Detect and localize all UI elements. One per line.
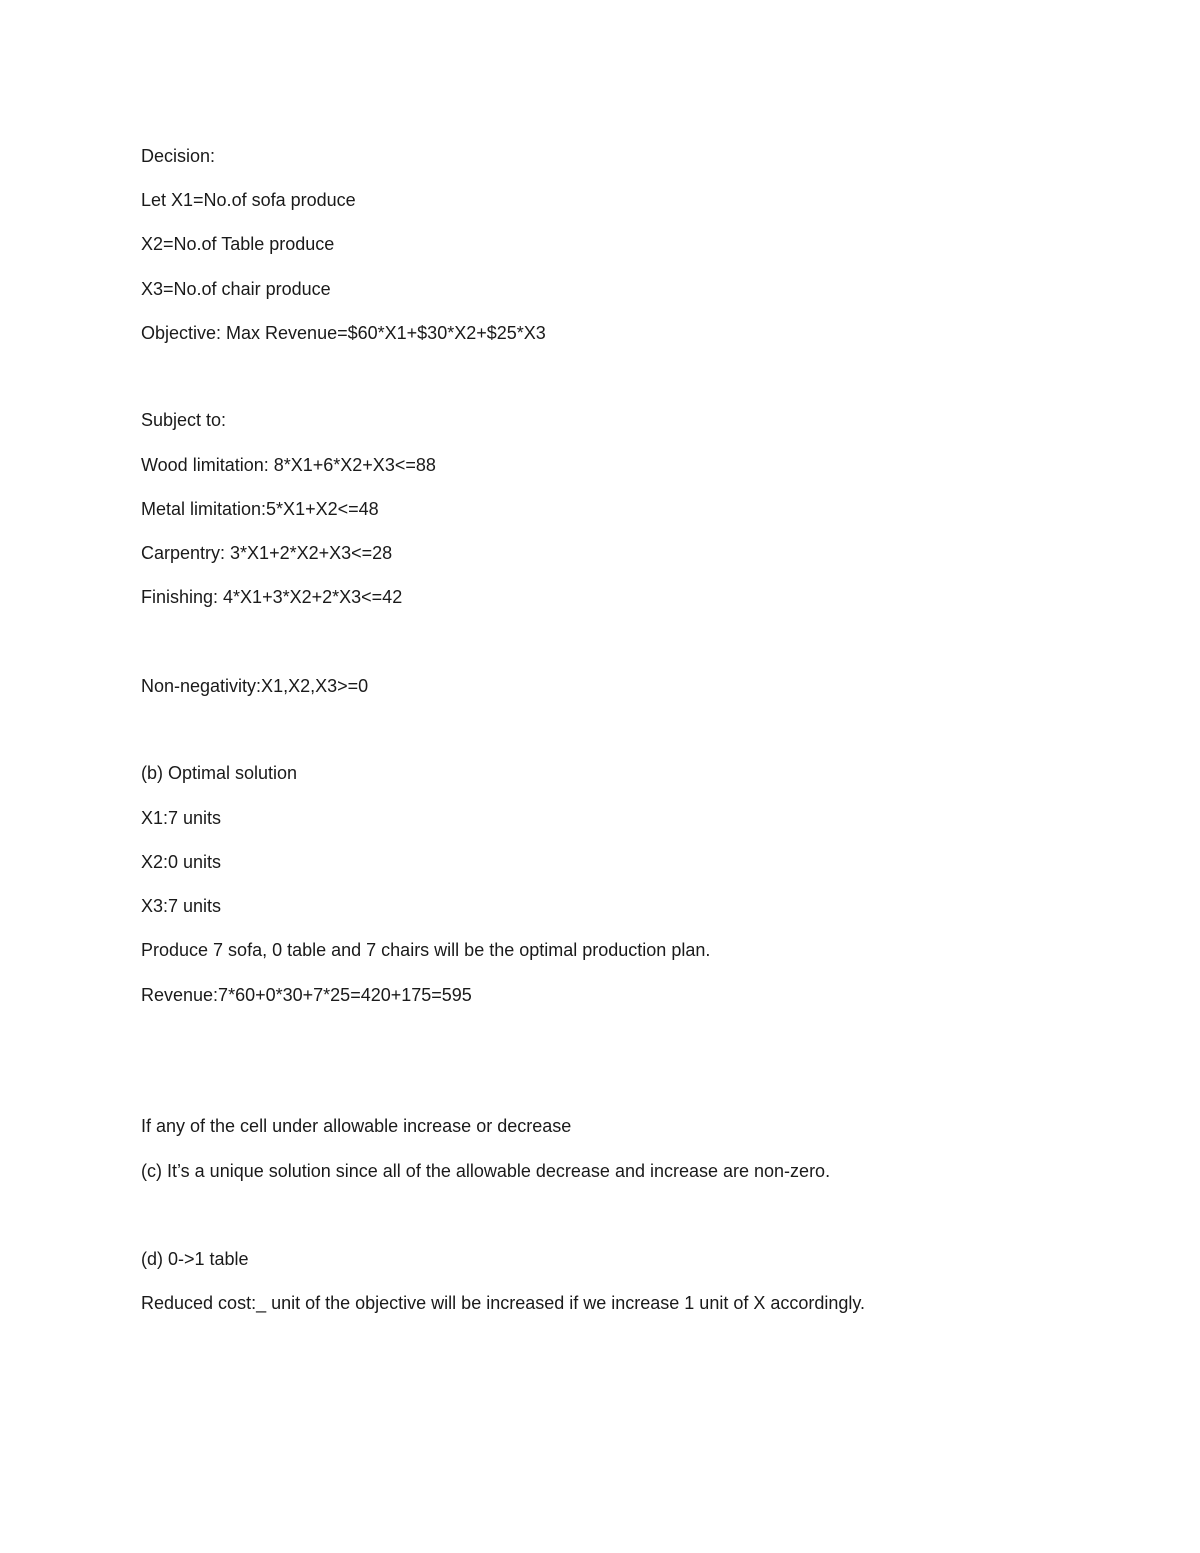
solution-x2: X2:0 units: [141, 852, 222, 872]
revenue-calculation: Revenue:7*60+0*30+7*25=420+175=595: [141, 985, 472, 1005]
constraint-carpentry: Carpentry: 3*X1+2*X2+X3<=28: [141, 543, 393, 563]
variable-x2-definition: X2=No.of Table produce: [141, 234, 335, 254]
constraints-heading: Subject to:: [141, 410, 227, 430]
solution-x3: X3:7 units: [141, 896, 222, 916]
optimal-solution-heading: (b) Optimal solution: [141, 763, 298, 783]
solution-x1: X1:7 units: [141, 808, 222, 828]
constraint-metal: Metal limitation:5*X1+X2<=48: [141, 499, 379, 519]
production-plan-statement: Produce 7 sofa, 0 table and 7 chairs will be the optimal production plan.: [141, 940, 711, 960]
variable-x3-definition: X3=No.of chair produce: [141, 279, 331, 299]
constraint-finishing: Finishing: 4*X1+3*X2+2*X3<=42: [141, 587, 403, 607]
non-negativity-constraint: Non-negativity:X1,X2,X3>=0: [141, 676, 369, 696]
objective-function: Objective: Max Revenue=$60*X1+$30*X2+$25*X3: [141, 323, 546, 343]
variable-x1-definition: Let X1=No.of sofa produce: [141, 190, 356, 210]
decision-heading: Decision:: [141, 146, 216, 166]
part-d-heading: (d) 0->1 table: [141, 1249, 249, 1269]
constraint-wood: Wood limitation: 8*X1+6*X2+X3<=88: [141, 455, 436, 475]
part-c-unique-solution: (c) It’s a unique solution since all of the allowable decrease and increase are non-zero.: [141, 1161, 831, 1181]
reduced-cost-statement: Reduced cost:_ unit of the objective will be increased if we increase 1 unit of X accordingly.: [141, 1293, 866, 1313]
allowable-change-note: If any of the cell under allowable increase or decrease: [141, 1116, 572, 1136]
